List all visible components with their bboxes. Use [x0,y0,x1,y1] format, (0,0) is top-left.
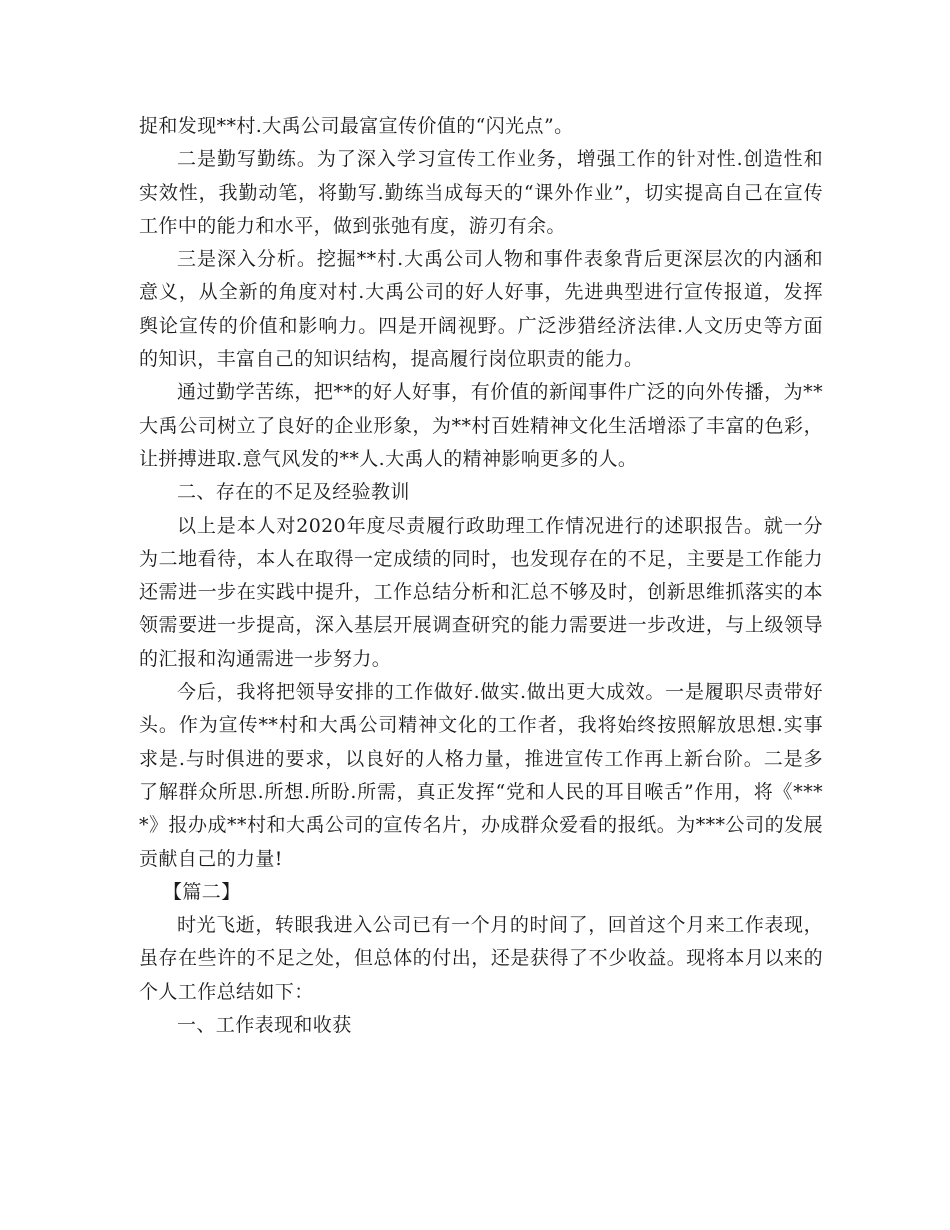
paragraph-continuation: 捉和发现**村.大禹公司最富宣传价值的“闪光点”。 [139,115,574,137]
document-body [139,110,823,1042]
paragraph-in-depth-analysis: 三是深入分析。挖掘**村.大禹公司人物和事件表象背后更深层次的内涵和意义，从全新的角度对村.大禹公司的好人好事，先进典型进行宣传报道，发挥舆论宣传的价值和影响力。四是开阔视野。广泛涉猎经济法律.人文历史等方面的知识，丰富自己的知识结构，提高履行岗位职责的能力。 [139,248,823,371]
section-heading-performance: 一、工作表现和收获 [177,1014,352,1037]
section-heading-shortcomings: 二、存在的不足及经验教训 [177,481,410,504]
paragraph-report-summary: 以上是本人对2020年度尽责履行政助理工作情况进行的述职报告。就一分为二地看待，本人在取得一定成绩的同时，也发现存在的不足，主要是工作能力还需进一步在实践中提升，工作总结分析和汇总不够及时，创新思维抓落实的本领需要进一步提高，深入基层开展调查研究的能力需要进一步改进，与上级领导的汇报和沟通需进一步努力。 [139,514,823,670]
paragraph-future-plans: 今后，我将把领导安排的工作做好.做实.做出更大成效。一是履职尽责带好头。作为宣传**村和大禹公司精神文化的工作者，我将始终按照解放思想.实事求是.与时俱进的要求，以良好的人格力量，推进宣传工作再上新台阶。二是多了解群众所思.所想.所盼.所需，真正发挥“党和人民的耳目喉舌”作用，将《****》报办成**村和大禹公司的宣传名片，办成群众爱看的报纸。为***公司的发展贡献自己的力量! [139,681,823,870]
paragraph-results: 通过勤学苦练，把**的好人好事，有价值的新闻事件广泛的向外传播，为**大禹公司树立了良好的企业形象，为**村百姓精神文化生活增添了丰富的色彩，让拼搏进取.意气风发的**人.大禹人的精神影响更多的人。 [139,381,823,470]
section-marker-part-two: 【篇二】 [163,880,241,903]
paragraph-part-two-intro: 时光飞逝，转眼我进入公司已有一个月的时间了，回首这个月来工作表现，虽存在些许的不足之处，但总体的付出，还是获得了不少收益。现将本月以来的个人工作总结如下： [139,914,823,1003]
paragraph-diligent-writing: 二是勤写勤练。为了深入学习宣传工作业务，增强工作的针对性.创造性和实效性，我勤动笔，将勤写.勤练当成每天的“课外作业”，切实提高自己在宣传工作中的能力和水平，做到张弛有度，游刃有余。 [139,148,823,237]
